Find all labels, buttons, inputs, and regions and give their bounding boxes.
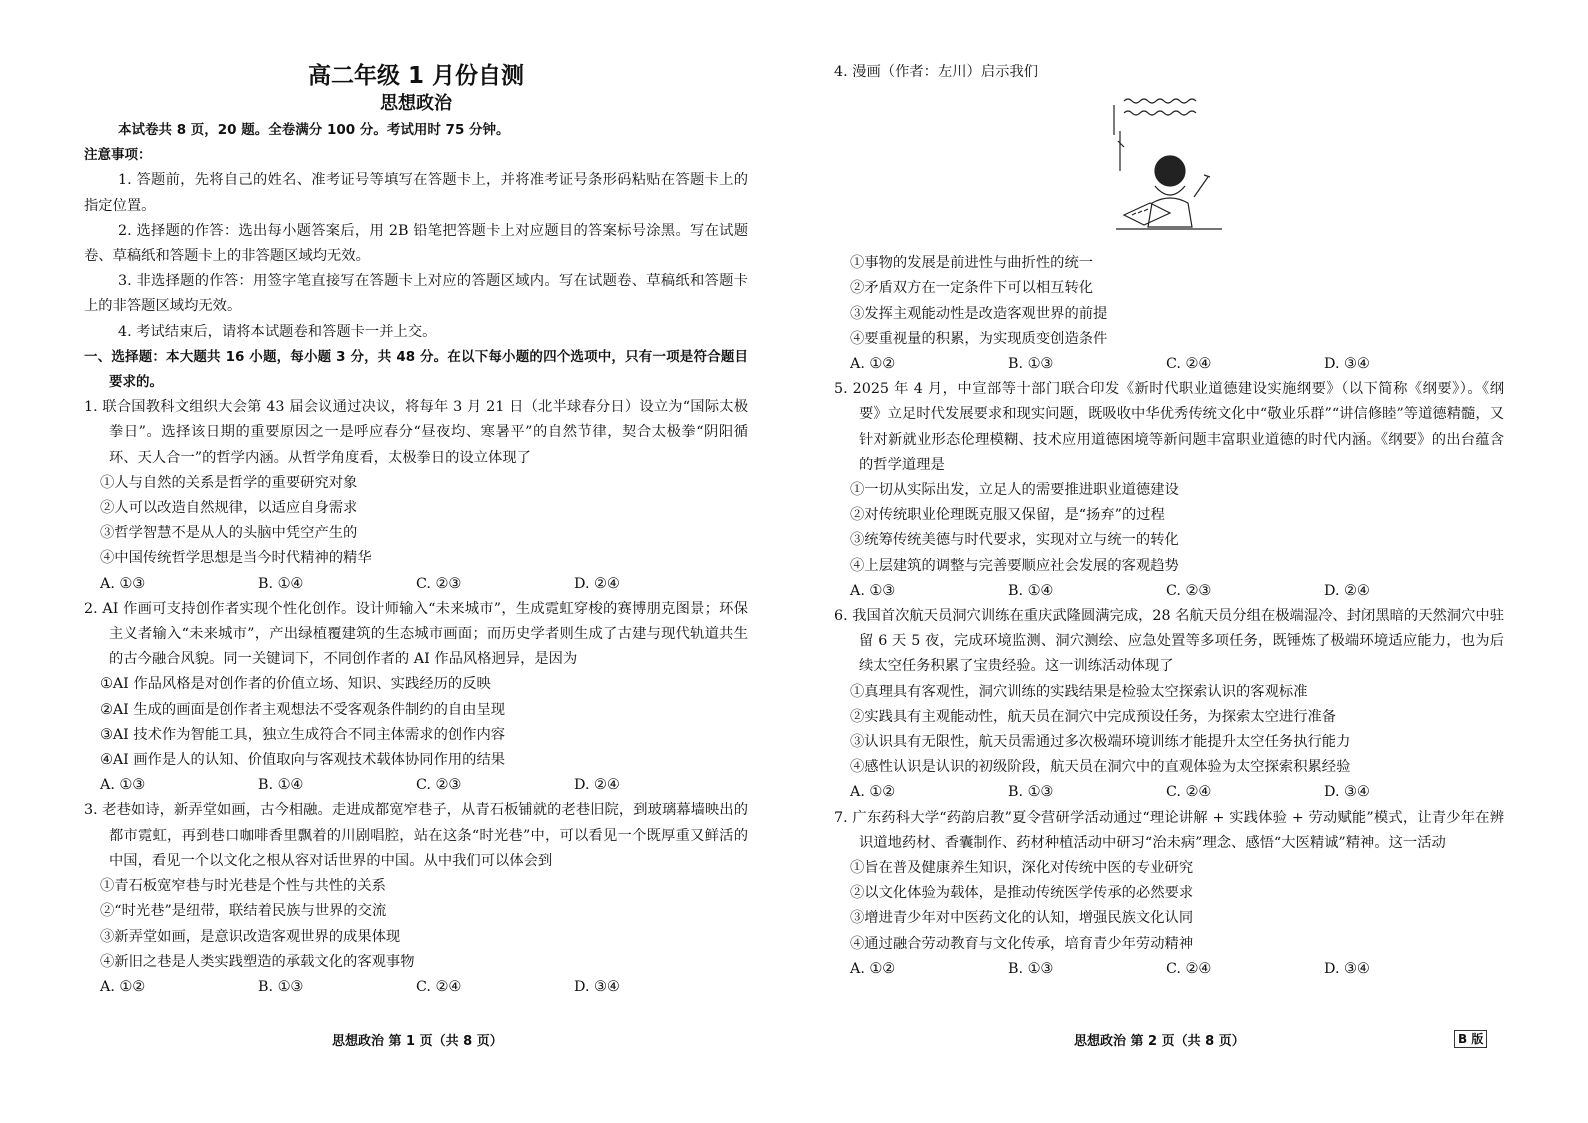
exam-title: 高二年级 1 月份自测 [307, 63, 525, 89]
answer-choices [84, 975, 748, 1000]
version-badge: B 版 [1454, 1030, 1487, 1048]
choice-d: D. ②④ [574, 575, 620, 592]
choice-c: C. ②③ [1166, 582, 1212, 599]
question-stem: 2. AI 作画可支持创作者实现个性化创作。设计师输入“未来城市”，生成霓虹穿梭的赛博朋克图景；环保主义者输入“未来城市”，产出绿植覆建筑的生态城市画面；而历史学者则生成了古建与现代轨道共生的古今融合风貌。同一关键词下，不同创作者的 AI 作品风格迥异，是因为 [84, 600, 748, 668]
option: ④上层建筑的调整与完善要顺应社会发展的客观趋势 [850, 557, 1179, 574]
choice-b: B. ①④ [1008, 582, 1054, 599]
answer-choices [84, 773, 748, 798]
choice-b: B. ①③ [1008, 784, 1054, 801]
choice-c: C. ②④ [1166, 784, 1212, 801]
choice-b: B. ①③ [258, 978, 304, 995]
option: ②人可以改造自然规律，以适应自身需求 [100, 500, 358, 517]
option: ③发挥主观能动性是改造客观世界的前提 [850, 305, 1108, 322]
choice-a: A. ①② [850, 784, 896, 801]
choice-a: A. ①③ [100, 777, 146, 794]
choice-d: D. ②④ [574, 777, 620, 794]
page-footer: 思想政治 第 2 页（共 8 页） [1074, 1034, 1245, 1049]
option: ①青石板宽窄巷与时光巷是个性与共性的关系 [100, 878, 386, 895]
choice-c: C. ②③ [416, 575, 462, 592]
option: ③统筹传统美德与时代要求，实现对立与统一的转化 [850, 532, 1179, 549]
page-footer: 思想政治 第 1 页（共 8 页） [332, 1034, 503, 1049]
question-stem: 7. 广东药科大学“药韵启教”夏令营研学活动通过“理论讲解 + 实践体验 + 劳动赋能”模式，让青少年在辨识道地药材、香囊制作、药材种植活动中研习“治未病”理念、感悟“大医精诚”精神。这一活动 [834, 809, 1504, 851]
choice-a: A. ①③ [100, 575, 146, 592]
question-stem: 6. 我国首次航天员洞穴训练在重庆武隆圆满完成，28 名航天员分组在极端湿冷、封闭黑暗的天然洞穴中驻留 6 天 5 夜，完成环境监测、洞穴测绘、应急处置等多项任务，既锤炼了极端环境适应能力，也为后续太空任务积累了宝贵经验。这一训练活动体现了 [834, 608, 1504, 675]
notice-item: 2. 选择题的作答：选出每小题答案后，用 2B 铅笔把答题卡上对应题目的答案标号涂黑。写在试题卷、草稿纸和答题卡上的非答题区域均无效。 [84, 222, 748, 265]
choice-b: B. ①④ [258, 777, 304, 794]
answer-choices [84, 572, 748, 597]
page-1-content [84, 60, 748, 1000]
option: ①人与自然的关系是哲学的重要研究对象 [100, 474, 358, 491]
option: ②以文化体验为载体，是推动传统医学传承的必然要求 [850, 885, 1194, 902]
choice-d: D. ③④ [574, 978, 620, 995]
exam-intro: 本试卷共 8 页，20 题。全卷满分 100 分。考试用时 75 分钟。 [118, 122, 510, 138]
option: ③哲学智慧不是从人的头脑中凭空产生的 [100, 525, 358, 542]
option: ①AI 作品风格是对创作者的价值立场、知识、实践经历的反映 [100, 676, 491, 693]
option: ④AI 画作是人的认知、价值取向与客观技术载体协同作用的结果 [100, 752, 506, 769]
choice-a: A. ①② [100, 978, 146, 995]
exam-page-2 [794, 0, 1588, 1123]
question-7 [834, 806, 1504, 982]
option: ④中国传统哲学思想是当今时代精神的精华 [100, 550, 372, 567]
option: ④新旧之巷是人类实践塑造的承载文化的客观事物 [100, 953, 415, 970]
question-3 [84, 798, 748, 1000]
question-stem: 1. 联合国教科文组织大会第 43 届会议通过决议，将每年 3 月 21 日（北半球春分日）设立为“国际太极拳日”。选择该日期的重要原因之一是呼应春分“昼夜均、寒暑平”的自然节律，契合太极拳“阴阳循环、天人合一”的哲学内涵。从哲学角度看，太极拳日的设立体现了 [84, 399, 748, 466]
choice-c: C. ②④ [416, 978, 462, 995]
option: ③认识具有无限性，航天员需通过多次极端环境训练才能提升太空任务执行能力 [850, 734, 1351, 751]
option: ③AI 技术作为智能工具，独立生成符合不同主体需求的创作内容 [100, 726, 506, 743]
answer-choices [834, 579, 1504, 604]
question-2 [84, 597, 748, 799]
choice-d: D. ③④ [1324, 784, 1370, 801]
question-stem: 5. 2025 年 4 月，中宣部等十部门联合印发《新时代职业道德建设实施纲要》（以下简称《纲要》）。《纲要》立足时代发展要求和现实问题，既吸收中华优秀传统文化中“敬业乐群”“讲信修睦”等道德精髓，又针对新就业形态伦理模糊、技术应用道德困境等新问题丰富职业道德的时代内涵。《纲要》的出台蕴含的哲学道理是 [834, 381, 1504, 473]
option: ②实践具有主观能动性，航天员在洞穴中完成预设任务，为探索太空进行准备 [850, 708, 1337, 725]
notice-item: 1. 答题前，先将自己的姓名、准考证号等填写在答题卡上，并将准考证号条形码粘贴在答题卡上的指定位置。 [84, 172, 748, 214]
option: ③增进青少年对中医药文化的认知，增强民族文化认同 [850, 910, 1194, 927]
option: ④通过融合劳动教育与文化传承，培育青少年劳动精神 [850, 935, 1194, 952]
choice-b: B. ①③ [1008, 356, 1054, 373]
choice-c: C. ②④ [1166, 356, 1212, 373]
choice-b: B. ①③ [1008, 960, 1054, 977]
choice-d: D. ②④ [1324, 582, 1370, 599]
option: ③新弄堂如画，是意识改造客观世界的成果体现 [100, 928, 401, 945]
choice-a: A. ①② [850, 960, 896, 977]
option: ①真理具有客观性，洞穴训练的实践结果是检验太空探索认识的客观标准 [850, 683, 1308, 700]
choice-d: D. ③④ [1324, 960, 1370, 977]
choice-c: C. ②③ [416, 777, 462, 794]
answer-choices [834, 780, 1504, 805]
question-stem: 3. 老巷如诗，新弄堂如画，古今相融。走进成都宽窄巷子，从青石板铺就的老巷旧院，到玻璃幕墙映出的都市霓虹，再到巷口咖啡香里飘着的川剧唱腔，站在这条“时光巷”中，可以看见一个既厚重又鲜活的中国，看见一个以文化之根从容对话世界的中国。从中我们可以体会到 [84, 802, 748, 869]
choice-d: D. ③④ [1324, 356, 1370, 373]
notice-heading: 注意事项： [84, 147, 152, 164]
question-stem: 4. 漫画（作者：左川）启示我们 [834, 64, 1039, 80]
question-4 [834, 60, 1504, 377]
question-6 [834, 604, 1504, 806]
notice-item: 4. 考试结束后，请将本试题卷和答题卡一并上交。 [118, 323, 437, 340]
choice-c: C. ②④ [1166, 960, 1212, 977]
exam-subject: 思想政治 [380, 93, 452, 114]
section-heading: 一、选择题：本大题共 16 小题，每小题 3 分，共 48 分。在以下每小题的四个选项中，只有一项是符合题目要求的。 [84, 348, 748, 391]
page-2-content [834, 60, 1504, 982]
option: ④要重视量的积累，为实现质变创造条件 [850, 330, 1108, 347]
cartoon-illustration [1104, 91, 1234, 243]
option: ②矛盾双方在一定条件下可以相互转化 [850, 280, 1094, 297]
option: ①旨在普及健康养生知识，深化对传统中医的专业研究 [850, 860, 1194, 877]
option: ②AI 生成的画面是创作者主观想法不受客观条件制约的自由呈现 [100, 701, 506, 718]
answer-choices [834, 352, 1504, 377]
option: ①事物的发展是前进性与曲折性的统一 [850, 255, 1094, 272]
option: ②对传统职业伦理既克服又保留，是“扬弃”的过程 [850, 507, 1165, 524]
question-1 [84, 395, 748, 597]
choice-a: A. ①③ [850, 582, 896, 599]
notice-item: 3. 非选择题的作答：用签字笔直接写在答题卡上对应的答题区域内。写在试题卷、草稿纸和答题卡上的非答题区域均无效。 [84, 273, 748, 315]
answer-choices [834, 957, 1504, 982]
option: ④感性认识是认识的初级阶段，航天员在洞穴中的直观体验为太空探索积累经验 [850, 759, 1351, 776]
question-5 [834, 377, 1504, 604]
option: ①一切从实际出发，立足人的需要推进职业道德建设 [850, 482, 1179, 499]
option: ②“时光巷”是纽带，联结着民族与世界的交流 [100, 903, 387, 920]
choice-b: B. ①④ [258, 575, 304, 592]
choice-a: A. ①② [850, 356, 896, 373]
